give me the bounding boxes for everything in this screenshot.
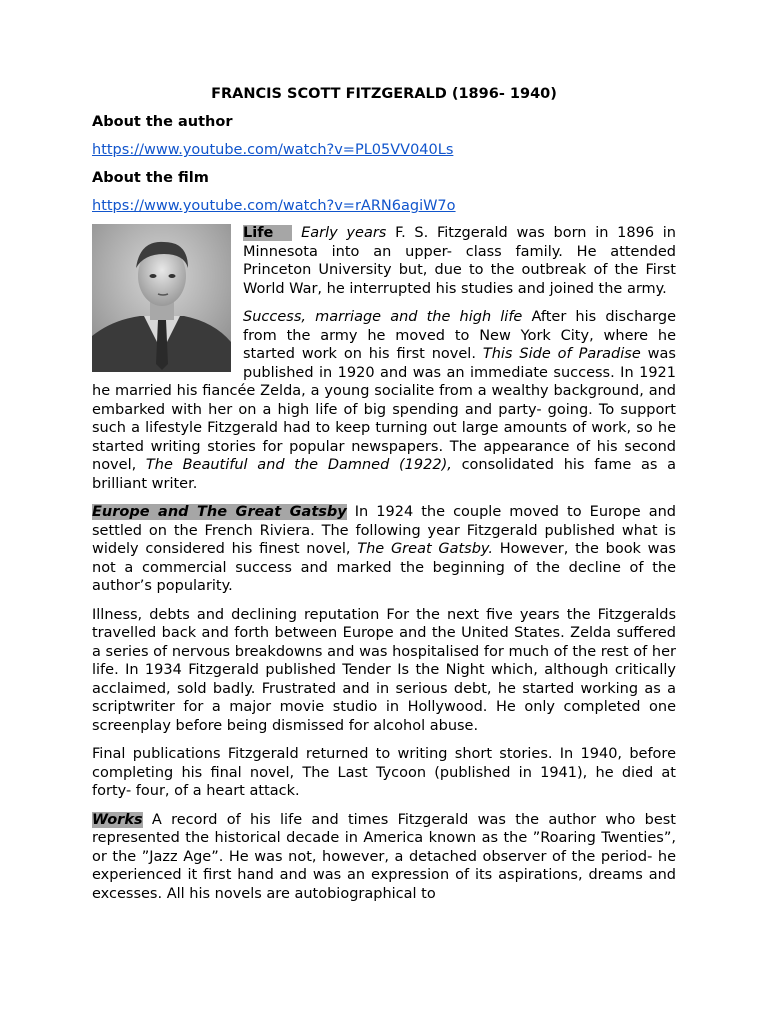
about-film-link[interactable]: https://www.youtube.com/watch?v=rARN6agiW7o <box>92 198 456 214</box>
life-label: Life <box>243 225 292 241</box>
illness-paragraph: Illness, debts and declining reputation For the next five years the Fitzgeralds travelled back and forth between Europe and the United States. Zelda suffered a series of nervous breakdowns and was hospitalised for much of the rest of her life. In 1934 Fitzgerald published Tender Is the Night which, although critically acclaimed, sold badly. Frustrated and in serious debt, he started working as a scriptwriter for a major movie studio in Hollywood. He only completed one screenplay before being dismissed for alcohol abuse. <box>92 606 676 734</box>
novel-this-side-of-paradise: This Side of Paradise <box>482 346 641 362</box>
novel-beautiful-and-damned: The Beautiful and the Damned (1922), <box>145 457 452 473</box>
novel-great-gatsby: The Great Gatsby. <box>357 541 493 557</box>
document-page <box>92 84 676 903</box>
document-title: FRANCIS SCOTT FITZGERALD (1896- 1940) <box>211 86 557 102</box>
final-publications-paragraph: Final publications Fitzgerald returned to writing short stories. In 1940, before completing his final novel, The Last Tycoon (published in 1941), he died at forty- four, of a heart attack. <box>92 746 676 799</box>
europe-paragraph: Europe and The Great Gatsby In 1924 the couple moved to Europe and settled on the French Riviera. The following year Fitzgerald published what is widely considered his finest novel, The Great Gatsby. However, the book was not a commercial success and marked the beginning of the decline of the author’s popularity. <box>92 504 676 594</box>
about-film-heading: About the film <box>92 170 209 186</box>
works-label: Works <box>92 811 143 828</box>
success-paragraph: Success, marriage and the high life After his discharge from the army he moved to New York City, where he started work on his first novel. This Side of Paradise was published in 1920 and was an immediate success. In 1921 he married his fiancée Zelda, a young socialite from a wealthy background, and embarked with her on a high life of big spending and party- going. To support such a lifestyle Fitzgerald had to keep turning out large amounts of work, so he started writing stories for popular newspapers. The appearance of his second novel, The Beautiful and the Damned (1922), consolidated his fame as a brilliant writer. <box>92 309 676 492</box>
works-paragraph: Works A record of his life and times Fitzgerald was the author who best represented the historical decade in America known as the ”Roaring Twenties”, or the ”Jazz Age”. He was not, however, a detached observer of the period- he experienced it first hand and was an expression of its aspirations, dreams and excesses. All his novels are autobiographical to <box>92 811 676 902</box>
life-early-years-paragraph: Life Early years F. S. Fitzgerald was born in 1896 in Minnesota into an upper- class family. He attended Princeton University but, due to the outbreak of the First World War, he interrupted his studies and joined the army. <box>243 225 676 297</box>
about-author-heading: About the author <box>92 114 233 130</box>
early-years-label: Early years <box>301 225 387 241</box>
about-author-link[interactable]: https://www.youtube.com/watch?v=PL05VV040Ls <box>92 142 454 158</box>
europe-label: Europe and The Great Gatsby <box>92 504 347 520</box>
author-portrait-photo <box>92 224 231 372</box>
success-label: Success, marriage and the high life <box>243 309 523 325</box>
